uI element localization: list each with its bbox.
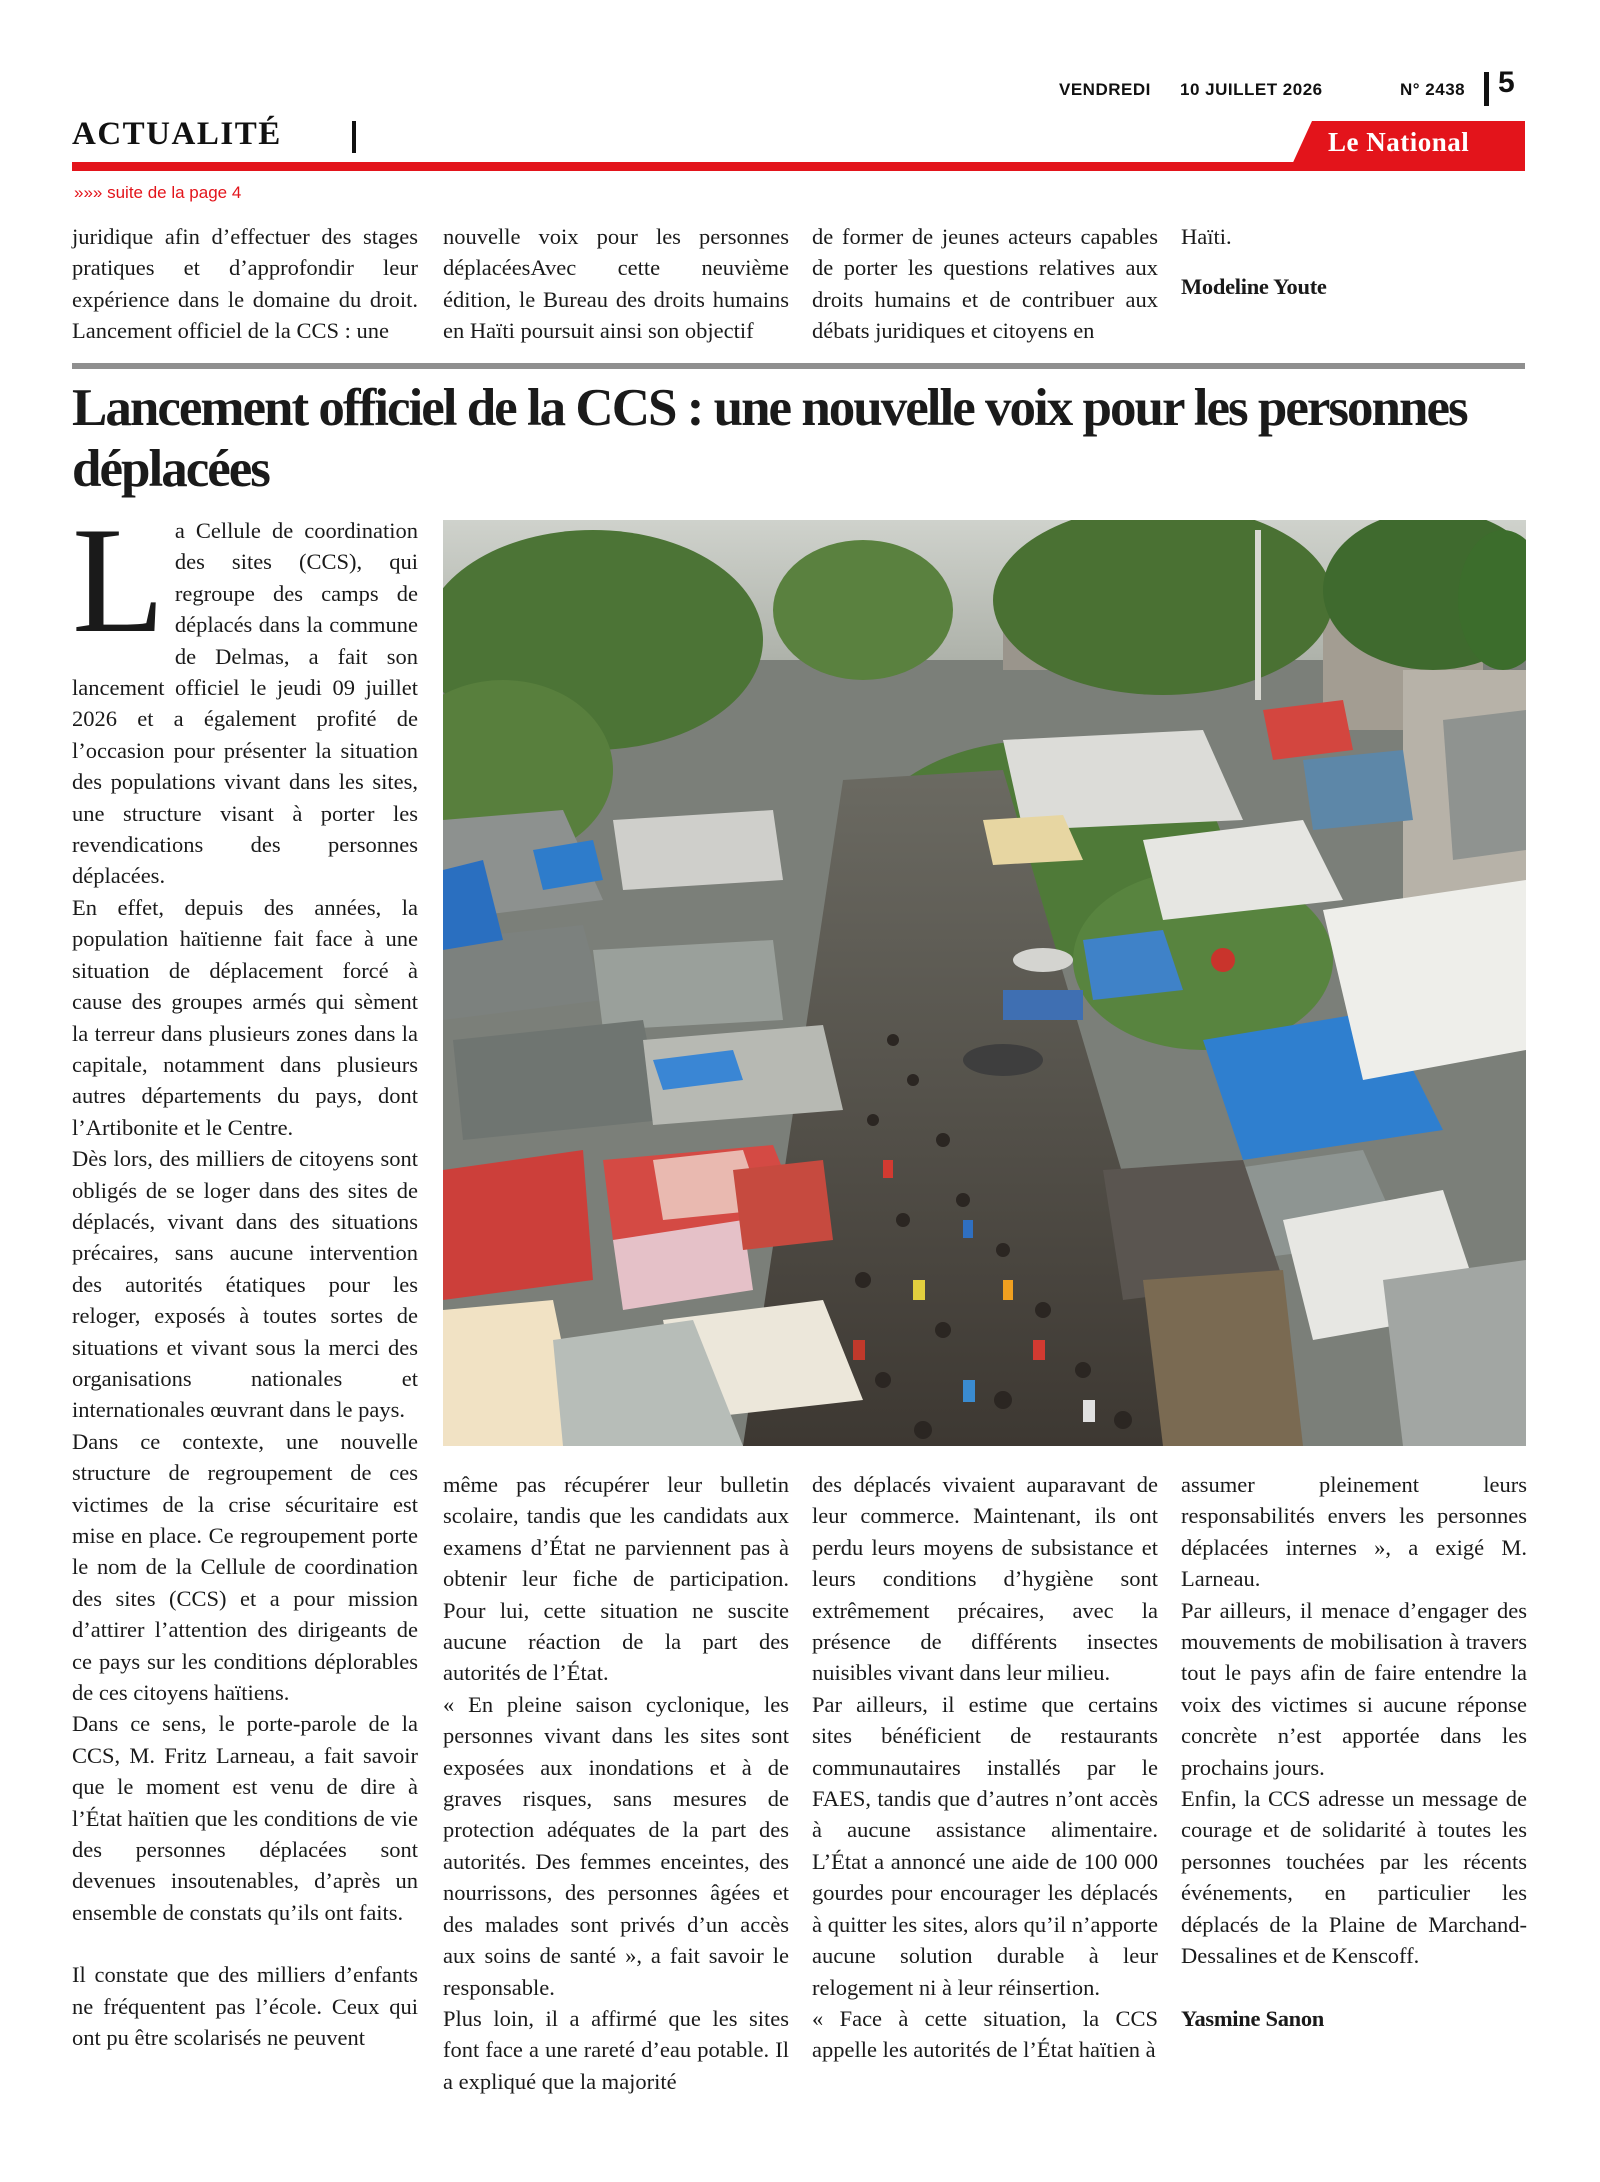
article-column-3 [812,1469,1158,2066]
paragraph: nouvelle voix pour les personnes déplacéesAvec cette neuvième édition, le Bureau des droits humains en Haïti poursuit ainsi son objectif [443,224,789,344]
paragraph: Dans ce contexte, une nouvelle structure de regroupement de ces victimes de la crise sécuritaire est mise en place. Ce regroupement porte le nom de la Cellule de coordination des sites (CCS) et a pour mission d’attirer l’attention des dirigeants de ce pays sur les conditions déplorables de ces citoyens haïtiens. [72,1428,418,1706]
page-number-divider [1484,72,1489,106]
prev-article-column-4 [1181,221,1527,303]
paragraph: Dès lors, des milliers de citoyens sont obligés de se loger dans des sites de déplacés, vivant dans des situations précaires, sans aucune intervention des autorités étatiques pour les reloger, exposés à toutes sortes de situations et vivant sous la merci des organisations nationales et internationales œuvrant dans le pays. [72,1146,418,1423]
camp-photo-image [443,520,1526,1446]
prev-article-column-2 [443,221,789,347]
header-date: 10 JUILLET 2026 [1180,80,1323,99]
article-photo [443,520,1526,1446]
header-day: VENDREDI [1059,80,1151,99]
paragraph: En effet, depuis des années, la population haïtienne fait face à une situation de déplacement forcé à cause des groupes armés qui sèment la terreur dans plusieurs zones dans la capitale, notamment dans plusieurs autres départements du pays, dont l’Artibonite et le Centre. [72,894,418,1140]
paragraph: « En pleine saison cyclonique, les personnes vivant dans les sites sont exposées aux inondations et à de graves risques, sans mesures de protection adéquates de la part des autorités. Des femmes enceintes, des nourrissons, des personnes âgées et des malades sont privés d’un accès aux soins de santé », a fait savoir le responsable. [443,1691,789,2000]
paragraph: juridique afin d’effectuer des stages pratiques et d’approfondir leur expérience dans le domaine du droit. Lancement officiel de la CCS : une [72,224,418,344]
article-column-4 [1181,1469,1527,2034]
paragraph: La Cellule de coordination des sites (CCS), qui regroupe des camps de déplacés dans la commune de Delmas, a fait son lancement officiel le jeudi 09 juillet 2026 et a également profité de l’occasion pour présenter la situation des populations vivant dans les sites, une structure visant à porter les revendications des personnes déplacées. [72,496,418,889]
page-number: 5 [1498,66,1515,99]
paragraph: même pas récupérer leur bulletin scolaire, tandis que les candidats aux examens d’État ne parviennent pas à obtenir leur fiche de participation. Pour lui, cette situation ne suscite aucune réaction de la part des autorités de l’État. [443,1472,789,1686]
section-title: ACTUALITÉ [72,116,282,152]
header-rule [72,162,1525,171]
prev-article-column-3 [812,221,1158,347]
header-issue: N° 2438 [1400,80,1466,99]
paragraph: Enfin, la CCS adresse un message de courage et de solidarité à toutes les personnes touchées par les récents événements, en particulier les déplacés de la Plaine de Marchand-Dessalines et de Kenscoff. [1181,1786,1527,1969]
article-column-2 [443,1469,789,2097]
paragraph: de former de jeunes acteurs capables de porter les questions relatives aux droits humains et de contribuer aux débats juridiques et citoyens en [812,224,1158,344]
drop-cap: L [72,496,165,664]
section-divider [352,121,356,153]
paragraph: Par ailleurs, il menace d’engager des mouvements de mobilisation à travers tout le pays afin de faire entendre la voix des victimes si aucune réponse concrète n’est apportée dans les prochains jours. [1181,1597,1527,1780]
paragraph: Dans ce sens, le porte-parole de la CCS, M. Fritz Larneau, a fait savoir que le moment est venu de dire à l’État haïtien que les conditions de vie des personnes déplacées sont devenues insoutenables, d’après un ensemble de constats qu’ils ont faits. [72,1711,418,1925]
paragraph: Haïti. [1181,224,1232,249]
prev-article-author: Modeline Youte [1181,274,1327,300]
article-headline: Lancement officiel de la CCS : une nouvelle voix pour les personnes déplacées [72,379,1467,498]
brand-name: Le National [1328,127,1470,157]
paragraph: assumer pleinement leurs responsabilités envers les personnes déplacées internes », a exigé M. Larneau. [1181,1472,1527,1592]
continuation-link[interactable]: »»» suite de la page 4 [74,183,242,202]
paragraph: Il constate que des milliers d’enfants ne fréquentent pas l’école. Ceux qui ont pu être scolarisés ne peuvent [72,1962,418,2051]
paragraph: Par ailleurs, il estime que certains sites bénéficient de restaurants communautaires installés par le FAES, tandis que d’autres n’ont accès à aucune assistance alimentaire. L’État a annoncé une aide de 100 000 gourdes pour encourager les déplacés à quitter les sites, alors qu’il n’apporte aucune solution durable à leur relogement ni à leur réinsertion. [812,1691,1158,2000]
paragraph: Plus loin, il a affirmé que les sites font face a une rareté d’eau potable. Il a expliqué que la majorité [443,2005,789,2094]
article-author: Yasmine Sanon [1181,2005,1325,2031]
paragraph: des déplacés vivaient auparavant de leur commerce. Maintenant, ils ont perdu leurs moyens de subsistance et leurs conditions d’hygiène sont extrêmement précaires, avec la présence de différents insectes nuisibles vivant dans leur milieu. [812,1472,1158,1686]
paragraph: « Face à cette situation, la CCS appelle les autorités de l’État haïtien à [812,2005,1158,2063]
article-divider [72,363,1525,369]
prev-article-column-1 [72,221,418,347]
article-column-1 [72,496,418,2054]
